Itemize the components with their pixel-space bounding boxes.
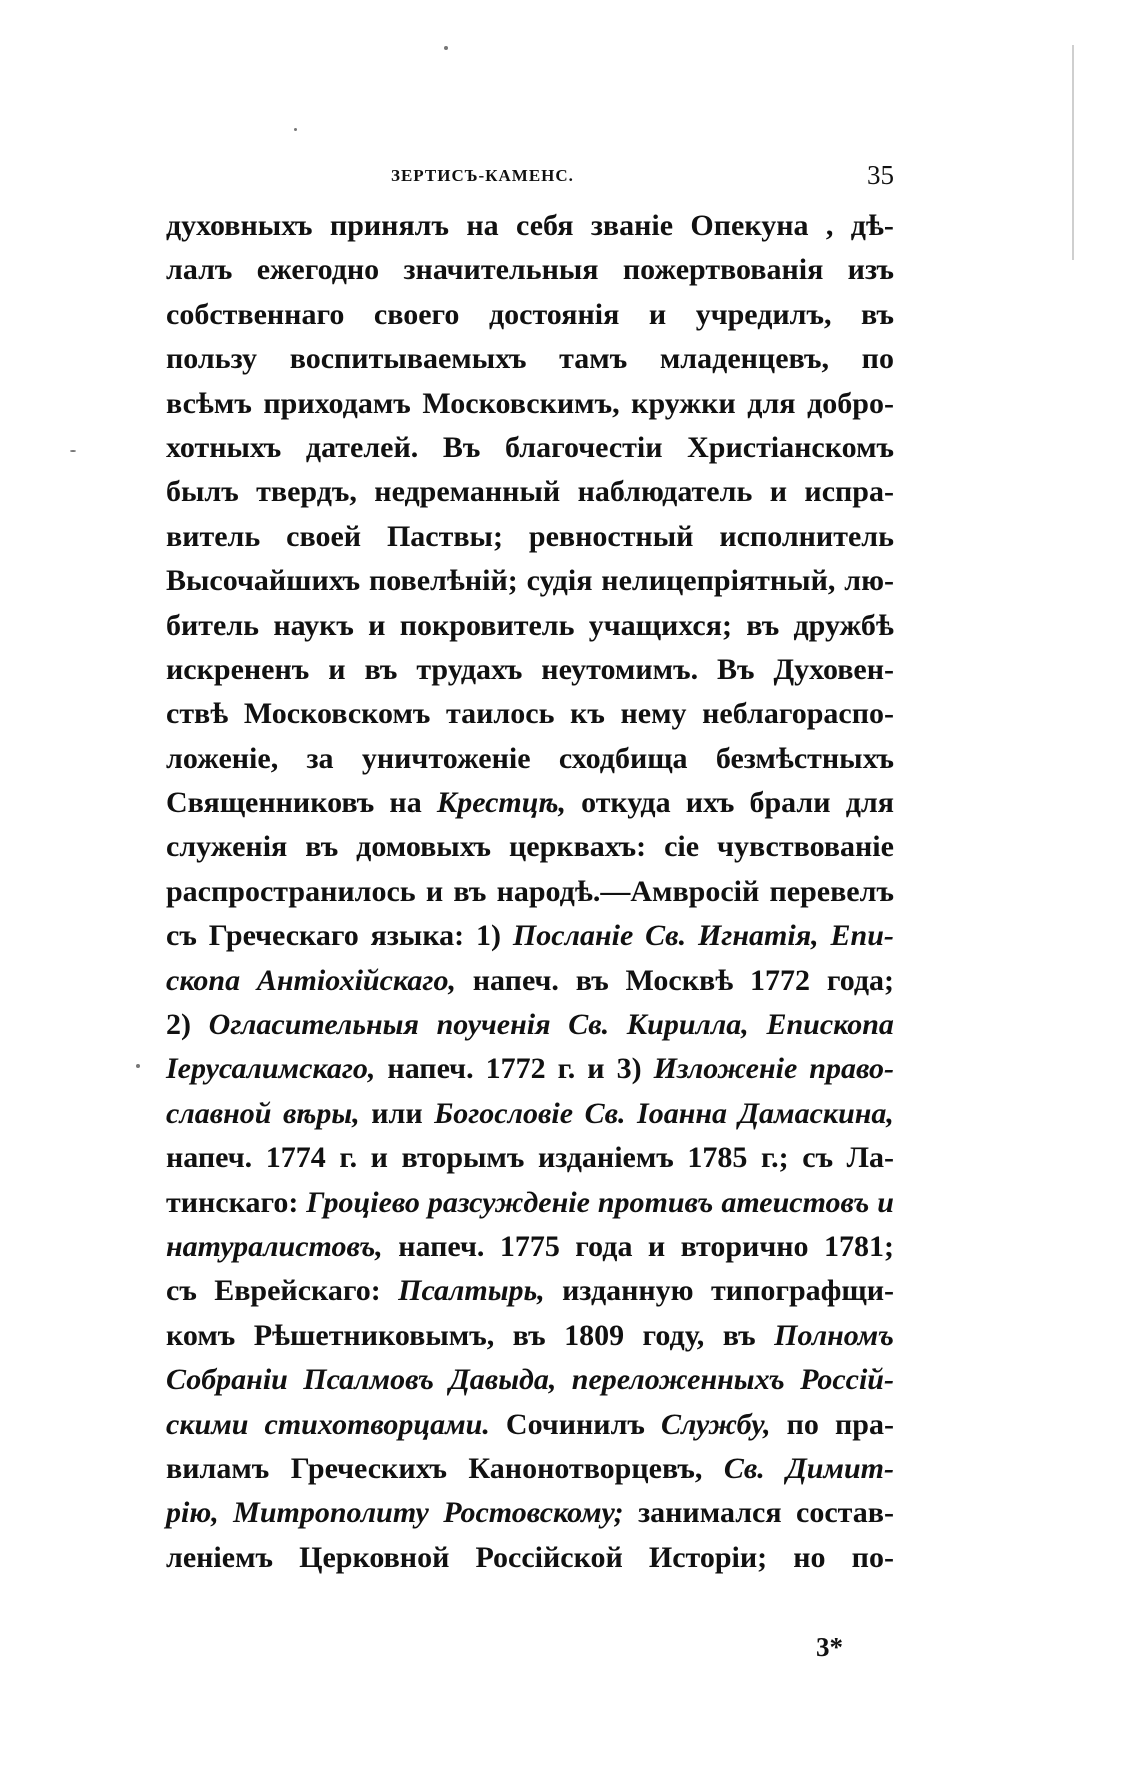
word: Рѣшетниковымъ, xyxy=(253,1318,495,1352)
word: Въ xyxy=(717,652,755,686)
word: и xyxy=(587,1052,605,1086)
word: Полномъ xyxy=(774,1318,894,1352)
word: наукъ xyxy=(273,608,354,642)
text-line xyxy=(166,248,894,292)
word: натуралистовъ, xyxy=(166,1229,383,1263)
text-line xyxy=(166,1003,894,1047)
word: на xyxy=(466,209,499,242)
word: покровитель xyxy=(399,608,575,642)
word: учащихся; xyxy=(588,608,732,642)
word: года xyxy=(575,1229,633,1263)
word: въ xyxy=(364,652,398,686)
text-line xyxy=(166,559,894,603)
word: напеч. xyxy=(398,1229,485,1263)
word: и xyxy=(648,297,667,331)
ink-speck xyxy=(136,1064,140,1068)
word: леніемъ xyxy=(166,1540,274,1574)
word: безмѣстныхъ xyxy=(715,741,894,775)
word: атеистовъ xyxy=(721,1185,870,1219)
word: недреманный xyxy=(374,475,561,509)
word: Псалмовъ xyxy=(303,1363,434,1397)
text-line xyxy=(166,426,894,470)
text-line xyxy=(166,1181,894,1225)
word: чувствованіе xyxy=(717,830,894,864)
text-line xyxy=(166,692,894,736)
word: всѣмъ xyxy=(166,386,252,420)
word: по- xyxy=(851,1540,894,1574)
text-line xyxy=(166,1047,894,1091)
word: противъ xyxy=(597,1185,714,1219)
word: собственнаго xyxy=(166,297,345,331)
word: витель xyxy=(166,519,261,553)
text-line xyxy=(166,781,894,825)
word: въ xyxy=(512,1318,546,1352)
word: Собраніи xyxy=(166,1363,288,1397)
word: нелицепріятный, xyxy=(601,564,836,598)
word: состав- xyxy=(796,1496,894,1530)
word: значительныя xyxy=(403,253,599,287)
word: 1785 xyxy=(687,1141,748,1175)
text-line xyxy=(166,1092,894,1136)
text-line xyxy=(166,1269,894,1313)
word: духовныхъ xyxy=(166,209,313,242)
text-line xyxy=(166,870,894,914)
word: Христіанскомъ xyxy=(687,430,894,464)
word: Духовен- xyxy=(773,652,894,686)
word: повелѣній; xyxy=(369,564,518,598)
word: хотныхъ xyxy=(166,430,282,464)
word: тинскаго: xyxy=(166,1185,299,1219)
text-line xyxy=(166,470,894,514)
text-line xyxy=(166,204,894,248)
word: напеч. xyxy=(387,1052,474,1086)
word: Св. xyxy=(645,919,687,953)
word: и xyxy=(370,1141,388,1175)
word: искрененъ xyxy=(166,652,310,686)
text-line xyxy=(166,914,894,958)
word: Греческаго xyxy=(208,919,359,953)
text-line xyxy=(166,1536,894,1580)
word: г. xyxy=(339,1141,358,1175)
word: себя xyxy=(516,209,574,242)
word: комъ xyxy=(166,1318,236,1352)
word: въ xyxy=(722,1318,756,1352)
word: Давыда, xyxy=(449,1363,557,1397)
ink-speck xyxy=(294,128,297,131)
word: приходамъ xyxy=(263,386,411,420)
word: стихотворцами. xyxy=(264,1407,490,1441)
word: лалъ xyxy=(166,253,233,287)
word: съ xyxy=(166,919,197,953)
word: домовыхъ xyxy=(356,830,492,864)
word: виламъ xyxy=(166,1451,270,1485)
word: достоянія xyxy=(488,297,620,331)
word: переложенныхъ xyxy=(571,1363,785,1397)
word: въ xyxy=(746,608,780,642)
text-line xyxy=(166,1314,894,1358)
word: дѣ- xyxy=(850,209,894,242)
word: и xyxy=(877,1185,894,1219)
word: изданную xyxy=(562,1274,694,1308)
word: лю- xyxy=(844,564,894,598)
word: Высочайшихъ xyxy=(166,564,361,598)
word: воспитываемыхъ xyxy=(289,342,527,376)
word: Священниковъ xyxy=(166,786,375,820)
word: битель xyxy=(166,608,260,642)
word: распространилось xyxy=(166,874,416,908)
word: пользу xyxy=(166,342,258,376)
word: занимался xyxy=(638,1496,782,1530)
word: Епископа xyxy=(766,1008,894,1042)
word: церквахъ: xyxy=(509,830,647,864)
word: Россій- xyxy=(800,1363,894,1397)
word: Димит- xyxy=(786,1451,894,1485)
word: Кирилла, xyxy=(626,1008,749,1042)
word: скопа xyxy=(166,963,241,997)
word: уничтоженіе xyxy=(361,741,531,775)
word: неутомимъ. xyxy=(541,652,699,686)
word: трудахъ xyxy=(416,652,523,686)
word: Огласительныя xyxy=(208,1008,419,1042)
word: дружбѣ xyxy=(793,608,894,642)
word: былъ xyxy=(166,475,239,509)
word: Посланіе xyxy=(512,919,634,953)
word: Ла- xyxy=(846,1141,894,1175)
word: Московскимъ, xyxy=(422,386,620,420)
word: въ xyxy=(861,297,894,331)
text-line xyxy=(166,293,894,337)
text-line xyxy=(166,737,894,781)
word: въ xyxy=(575,963,609,997)
word: Ростовскому; xyxy=(443,1496,624,1530)
word: 1809 xyxy=(564,1318,625,1352)
word: званіе xyxy=(590,209,674,242)
word: право- xyxy=(809,1052,894,1086)
word: рію, xyxy=(166,1496,219,1530)
word: Службу, xyxy=(660,1407,771,1441)
word: добро- xyxy=(807,386,894,420)
word: Греческихъ xyxy=(290,1451,447,1485)
word: и xyxy=(328,652,346,686)
word: по xyxy=(861,342,894,376)
word: ревностный xyxy=(528,519,694,553)
word: Антіохійскаго, xyxy=(256,963,456,997)
word: къ xyxy=(570,697,605,731)
word: таилось xyxy=(446,697,555,731)
word: тамъ xyxy=(559,342,628,376)
word: Канонотворцевъ, xyxy=(468,1451,703,1485)
word: года; xyxy=(826,963,894,997)
word: Епи- xyxy=(830,919,894,953)
word: нему xyxy=(620,697,687,731)
word: Въ xyxy=(442,430,481,464)
word: Еврейскаго: xyxy=(214,1274,381,1308)
word: благочестіи xyxy=(505,430,663,464)
word: перевелъ xyxy=(769,874,894,908)
word: Іоанна xyxy=(637,1096,728,1130)
text-line xyxy=(166,337,894,381)
word: своего xyxy=(373,297,460,331)
text-line xyxy=(166,959,894,1003)
text-line xyxy=(166,1136,894,1180)
word: Св. xyxy=(584,1096,626,1130)
text-line xyxy=(166,1447,894,1491)
word: напеч. xyxy=(472,963,559,997)
word: и xyxy=(769,475,788,509)
word: неблагораспо- xyxy=(702,697,894,731)
word: кружки xyxy=(631,386,736,420)
running-head: ЗЕРТИСЪ-КАМЕНС. xyxy=(391,166,574,185)
word: Богословіе xyxy=(434,1096,574,1130)
word: Псалтырь, xyxy=(398,1274,545,1308)
word: но xyxy=(793,1540,826,1574)
word: Дамаскина, xyxy=(738,1096,894,1130)
word: Св. xyxy=(723,1451,765,1485)
word: по xyxy=(786,1407,819,1441)
text-line xyxy=(166,648,894,692)
word: учредилъ, xyxy=(695,297,832,331)
page-number: 35 xyxy=(867,160,894,190)
word: за xyxy=(306,741,334,775)
word: народѣ.—Амвросій xyxy=(496,874,760,908)
word: типографщи- xyxy=(711,1274,894,1308)
word: , xyxy=(825,209,834,242)
ink-speck xyxy=(444,46,448,50)
word: откуда xyxy=(581,786,671,820)
text-line xyxy=(166,825,894,869)
word: испра- xyxy=(804,475,894,509)
word: Паствы; xyxy=(386,519,503,553)
word: на xyxy=(389,786,422,820)
word: и xyxy=(368,608,386,642)
word: Россійской xyxy=(475,1540,623,1574)
text-line xyxy=(166,1403,894,1447)
word: Гроціево xyxy=(306,1185,420,1219)
word: скими xyxy=(166,1407,249,1441)
word: Москвѣ xyxy=(625,963,734,997)
signature-mark: 3* xyxy=(816,1632,843,1662)
word: для xyxy=(747,386,796,420)
word: вторымъ xyxy=(401,1141,525,1175)
text-line xyxy=(166,1225,894,1269)
body-text xyxy=(166,204,894,1580)
word: 1772 xyxy=(750,963,811,997)
word: Сочинилъ xyxy=(505,1407,645,1441)
word: и xyxy=(425,874,444,908)
word: 2) xyxy=(166,1008,191,1042)
word: ихъ xyxy=(685,786,735,820)
word: Св. xyxy=(568,1008,610,1042)
word: въ xyxy=(305,830,339,864)
word: въ xyxy=(453,874,487,908)
word: служенія xyxy=(166,830,288,864)
word: младенцевъ, xyxy=(659,342,829,376)
word: пожертвованія xyxy=(622,253,824,287)
word: Опекуна xyxy=(690,209,809,242)
word: 1774 xyxy=(265,1141,326,1175)
ink-speck xyxy=(70,450,76,452)
word: или xyxy=(371,1096,423,1130)
word: ежегодно xyxy=(256,253,380,287)
text-line xyxy=(166,604,894,648)
word: съ xyxy=(166,1274,197,1308)
word: вторично xyxy=(680,1229,809,1263)
word: Изложеніе xyxy=(653,1052,798,1086)
text-line xyxy=(166,1491,894,1535)
page-edge-shadow xyxy=(1072,45,1074,260)
word: изданіемъ xyxy=(537,1141,674,1175)
word: 1775 xyxy=(499,1229,560,1263)
word: разсужденіе xyxy=(427,1185,590,1219)
word: ложеніе, xyxy=(166,741,279,775)
word: г. xyxy=(557,1052,576,1086)
word: напеч. xyxy=(166,1141,253,1175)
word: Игнатія, xyxy=(697,919,819,953)
text-line xyxy=(166,515,894,559)
word: Исторіи; xyxy=(648,1540,768,1574)
word: Іерусалимскаго, xyxy=(166,1052,376,1086)
word: судія xyxy=(526,564,593,598)
word: дателей. xyxy=(305,430,419,464)
word: брали xyxy=(749,786,831,820)
word: и xyxy=(647,1229,666,1263)
word: 3) xyxy=(616,1052,642,1086)
word: съ xyxy=(802,1141,834,1175)
word: наблюдатель xyxy=(577,475,753,509)
word: 1) xyxy=(476,919,502,953)
word: сходбища xyxy=(558,741,688,775)
word: пра- xyxy=(834,1407,894,1441)
word: 1772 xyxy=(485,1052,546,1086)
word: поученія xyxy=(436,1008,551,1042)
word: языка: xyxy=(370,919,465,953)
word: твердъ, xyxy=(256,475,357,509)
word: вѣры, xyxy=(282,1096,360,1130)
page-header xyxy=(166,160,894,200)
word: для xyxy=(845,786,894,820)
word: Крестцѣ, xyxy=(436,786,566,820)
word: своей xyxy=(286,519,362,553)
word: сіе xyxy=(664,830,700,864)
word: исполнитель xyxy=(719,519,894,553)
word: ствѣ xyxy=(166,697,229,731)
word: славной xyxy=(166,1096,272,1130)
text-line xyxy=(166,382,894,426)
word: г.; xyxy=(760,1141,789,1175)
word: 1781; xyxy=(823,1229,894,1263)
word: Митрополиту xyxy=(233,1496,429,1530)
word: году, xyxy=(642,1318,705,1352)
word: Церковной xyxy=(299,1540,450,1574)
word: изъ xyxy=(847,253,894,287)
text-line xyxy=(166,1358,894,1402)
word: Московскомъ xyxy=(243,697,431,731)
word: принялъ xyxy=(329,209,449,242)
